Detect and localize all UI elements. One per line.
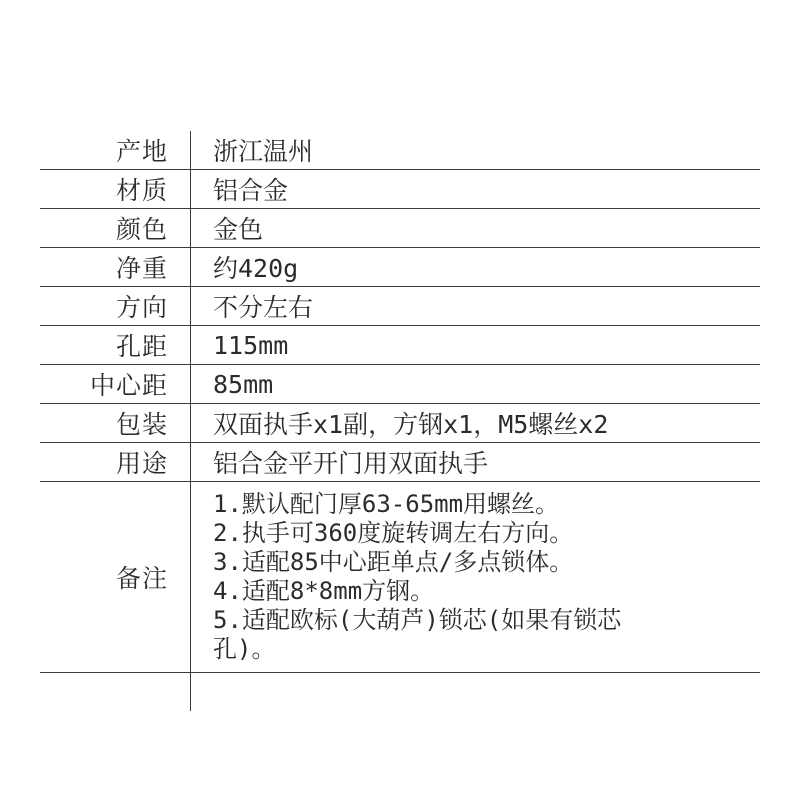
spec-value: 金色 xyxy=(213,215,264,244)
note-line: 4.适配8*8mm方钢。 xyxy=(213,577,435,605)
spec-value-empty xyxy=(191,673,760,711)
note-line: 孔)。 xyxy=(213,635,276,663)
spec-table xyxy=(40,131,760,711)
spec-label: 产地 xyxy=(40,131,191,169)
spec-row-usage xyxy=(40,443,760,482)
spec-label: 中心距 xyxy=(40,365,191,403)
spec-row-origin xyxy=(40,131,760,170)
notes-list xyxy=(191,482,760,672)
spec-value: 115mm xyxy=(213,330,289,360)
spec-row-center-distance xyxy=(40,365,760,404)
spec-row-material xyxy=(40,170,760,209)
spec-row-direction xyxy=(40,287,760,326)
note-line: 1.默认配门厚63-65mm用螺丝。 xyxy=(213,490,560,518)
spec-value: 铝合金平开门用双面执手 xyxy=(213,449,489,478)
spec-value: 铝合金 xyxy=(213,176,289,205)
spec-label: 包装 xyxy=(40,404,191,442)
spec-label: 颜色 xyxy=(40,209,191,247)
spec-row-hole-distance xyxy=(40,326,760,365)
spec-label: 方向 xyxy=(40,287,191,325)
spec-label: 材质 xyxy=(40,170,191,208)
spec-row-package xyxy=(40,404,760,443)
spec-value: 约420g xyxy=(213,254,299,283)
spec-label: 净重 xyxy=(40,248,191,286)
spec-row-color xyxy=(40,209,760,248)
spec-label: 孔距 xyxy=(40,326,191,364)
spec-label-empty xyxy=(40,673,191,711)
note-line: 2.执手可360度旋转调左右方向。 xyxy=(213,519,574,547)
spec-row-empty xyxy=(40,673,760,711)
spec-value: 85mm xyxy=(213,369,274,399)
spec-value: 不分左右 xyxy=(213,293,314,322)
note-line: 3.适配85中心距单点/多点锁体。 xyxy=(213,548,574,576)
spec-row-weight xyxy=(40,248,760,287)
spec-value: 浙江温州 xyxy=(213,137,314,166)
spec-value: 双面执手x1副，方钢x1，M5螺丝x2 xyxy=(213,410,609,439)
notes-label: 备注 xyxy=(40,482,191,672)
note-line: 5.适配欧标(大葫芦)锁芯(如果有锁芯 xyxy=(213,606,622,634)
spec-label: 用途 xyxy=(40,443,191,481)
spec-row-notes xyxy=(40,482,760,673)
